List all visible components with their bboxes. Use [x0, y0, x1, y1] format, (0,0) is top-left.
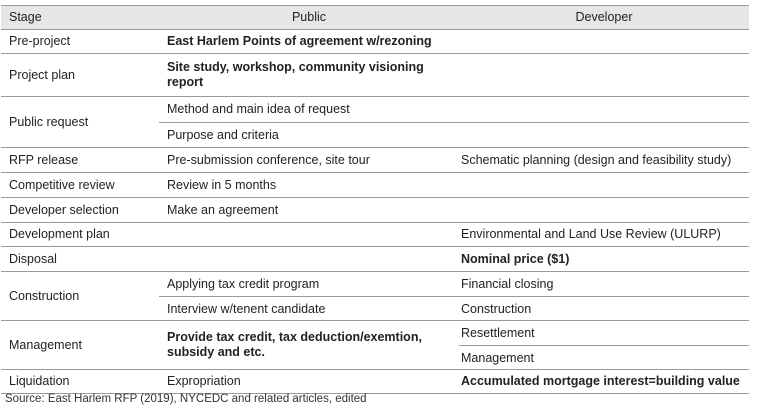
public-cell: Expropriation [167, 374, 241, 388]
table-row [1, 54, 749, 97]
table-row [1, 173, 749, 198]
header-developer: Developer [575, 10, 633, 24]
developer-cell: Environmental and Land Use Review (ULURP) [461, 227, 721, 241]
developer-cell: Construction [461, 301, 532, 316]
public-cell: Provide tax credit, tax deduction/exemtion, subsidy and etc. [167, 330, 422, 359]
public-cell: Method and main idea of request [167, 102, 350, 116]
table-row [1, 30, 749, 54]
public-cell: Interview w/tenent candidate [167, 301, 326, 316]
stage-cell: Liquidation [9, 374, 70, 388]
public-cell: Pre-submission conference, site tour [167, 152, 370, 167]
table-header [1, 5, 749, 30]
public-cell: East Harlem Points of agreement w/rezoning [167, 34, 432, 48]
stage-cell: Developer selection [9, 202, 119, 217]
header-public: Public [291, 10, 327, 24]
developer-cell: Financial closing [461, 276, 554, 291]
public-cell: Applying tax credit program [167, 276, 320, 291]
stage-cell: Public request [9, 114, 89, 129]
public-cell: Make an agreement [167, 202, 279, 217]
developer-cell: Accumulated mortgage interest=building value [461, 374, 740, 388]
table-row [1, 247, 749, 272]
table-row [1, 321, 749, 370]
stage-cell: RFP release [9, 152, 79, 167]
public-cell: Site study, workshop, community visioning report [167, 60, 424, 89]
stage-cell: Construction [9, 288, 80, 303]
developer-cell: Management [461, 350, 534, 365]
table-row [1, 198, 749, 223]
stage-cell: Disposal [9, 251, 57, 266]
stage-cell: Development plan [9, 227, 110, 241]
stage-cell: Pre-project [9, 34, 71, 48]
public-cell: Review in 5 months [167, 177, 277, 192]
developer-cell: Nominal price ($1) [461, 251, 570, 266]
public-cell: Purpose and criteria [167, 128, 279, 142]
table-row [1, 97, 749, 148]
stage-cell: Project plan [9, 67, 76, 82]
developer-cell: Resettlement [461, 325, 535, 340]
table-row [1, 370, 749, 394]
stage-cell: Management [9, 337, 82, 352]
stage-cell: Competitive review [9, 177, 115, 192]
table-row [1, 272, 749, 321]
developer-cell: Schematic planning (design and feasibility study) [461, 152, 732, 167]
table-row [1, 223, 749, 247]
header-stage: Stage [9, 10, 42, 24]
source-caption: Source: East Harlem RFP (2019), NYCEDC and related articles, edited [5, 393, 367, 405]
table-row [1, 148, 749, 173]
